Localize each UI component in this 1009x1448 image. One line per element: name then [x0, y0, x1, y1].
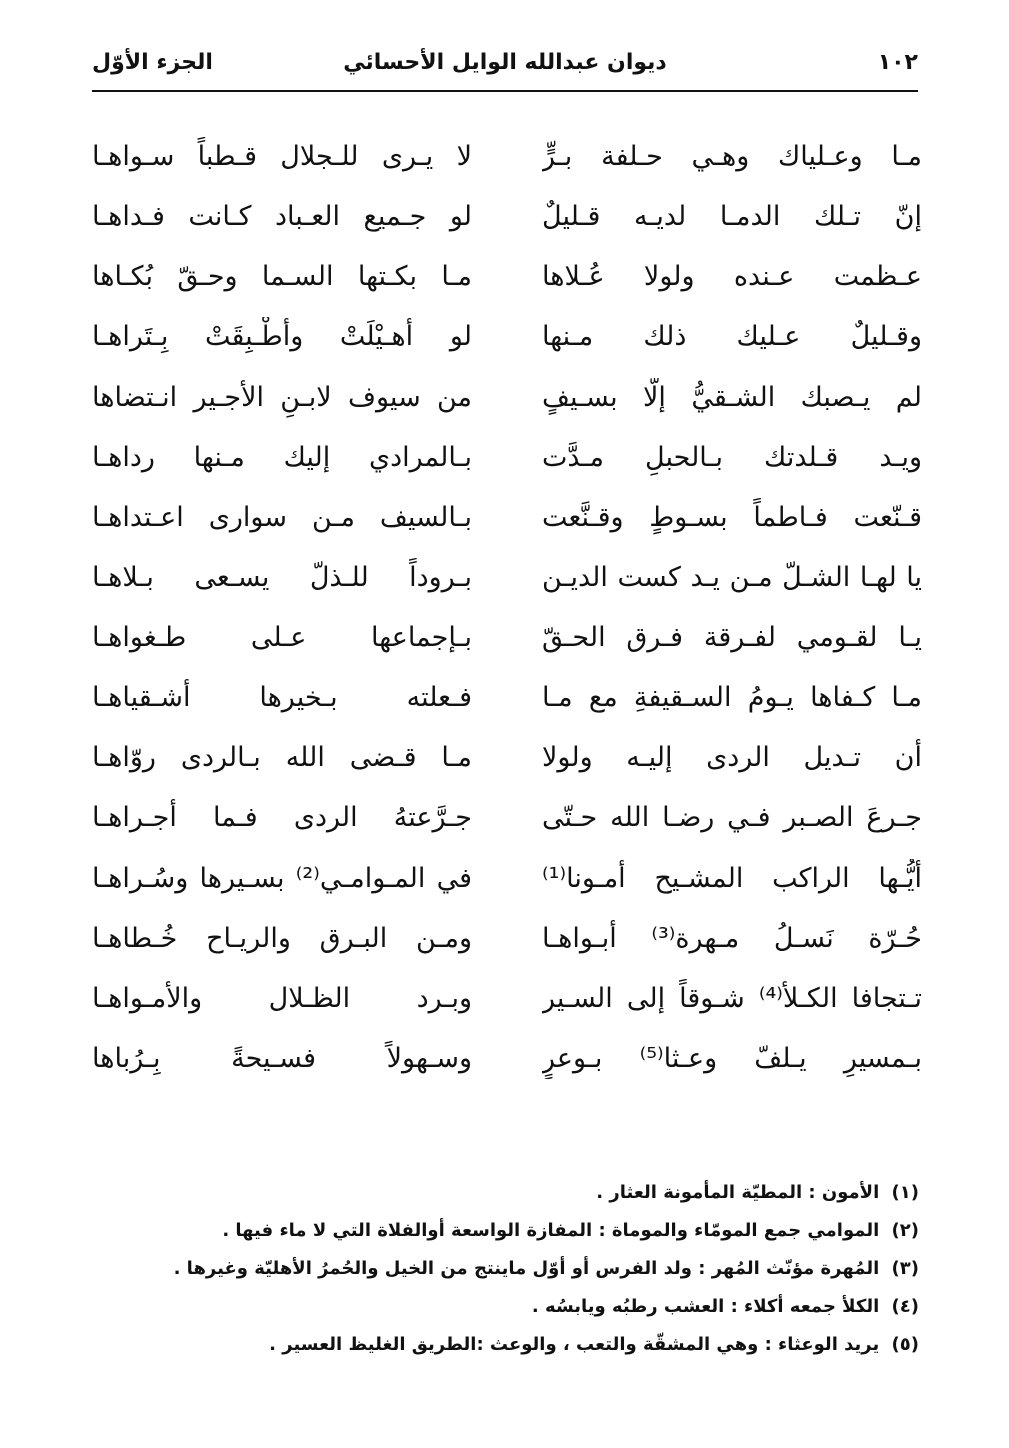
footnote: [89, 1218, 919, 1244]
page-header: [92, 40, 918, 92]
verse-row: [92, 429, 922, 487]
verse-first-hemistich: إنّ تـلك الدمـا لديـه قـليلٌ: [542, 201, 922, 233]
verse-first-hemistich: حُـرّة نَسـلُ مـهرة⁽³⁾ أبـواهـا: [542, 922, 922, 954]
verse-second-hemistich: لو أُهـيْلَتْ وأُطْـبِقَتْ بِـتَراهـا: [92, 321, 472, 353]
page-number: ١٠٢: [877, 50, 918, 75]
verse-second-hemistich: بـإجماعها عـلى طـغواهـا: [92, 622, 472, 653]
footnote-text: الموامي جمع المومّاء والموماة : المفازة الواسعة أوالفلاة التي لا ماء فيها .: [222, 1220, 880, 1241]
verse-second-hemistich: بـالسيف مـن سوارى اعـتداهـا: [92, 501, 472, 533]
verse-row: [92, 549, 922, 607]
verse-first-hemistich: لم يـصبك الشـقيُّ إلّا بسـيفٍ: [542, 381, 922, 413]
verse-row: [92, 1030, 922, 1088]
footnote: [89, 1180, 919, 1206]
verse-second-hemistich: فـعلته بـخيرها أشـقياهـا: [92, 682, 472, 714]
verse-row: [92, 970, 922, 1028]
verse-second-hemistich: لو جـميع العـباد كـانت فـداهـا: [92, 201, 472, 233]
verse-row: [92, 369, 922, 427]
footnotes: [89, 1180, 919, 1358]
verse-first-hemistich: وقـليلٌ عـليك ذلك مـنها: [542, 321, 922, 353]
book-title: ديوان عبدالله الوايل الأحسائي: [343, 50, 667, 75]
verse-row: [92, 910, 922, 968]
verse-first-hemistich: أن تـديل الردى إليـه ولولا: [542, 742, 922, 774]
footnote: [89, 1294, 919, 1320]
verse-row: [92, 248, 922, 306]
footnote-number: (٣): [891, 1258, 919, 1279]
verse-row: [92, 789, 922, 847]
verse-second-hemistich: من سيوف لابـنِ الأجـير انـتضاها: [92, 381, 472, 413]
verse-first-hemistich: أيُّـها الراكب المشـيح أمـونا⁽¹⁾: [542, 862, 922, 894]
verse-second-hemistich: بـروداً للـذلّ يسـعى بـلاهـا: [92, 561, 472, 593]
verse-row: [92, 489, 922, 547]
verse-second-hemistich: وسـهولاً فسـيحةً بِـرُباها: [92, 1042, 472, 1074]
verse-first-hemistich: قـنّعت فـاطماً بسـوطٍ وقـنَّعت: [542, 501, 922, 533]
footnote-number: (٥): [891, 1334, 919, 1355]
verse-first-hemistich: ويـد قـلدتك بـالحبلِ مـدَّت: [542, 441, 922, 473]
verse-row: [92, 609, 922, 667]
verse-first-hemistich: مـا كـفاها يـومُ السـقيفةِ مع مـا: [542, 682, 922, 714]
poem-body: [92, 128, 922, 1088]
footnote-text: المُهرة مؤنّث المُهر : ولد الفرس أو أوّل ماينتج من الخيل والحُمرُ الأهليّة وغيرها .: [173, 1258, 880, 1279]
verse-first-hemistich: بـمسيرِ يـلفّ وعـثا⁽⁵⁾ بـوعرٍ: [542, 1042, 922, 1074]
verse-first-hemistich: جـرعَ الصـبر فـي رضـا الله حـتّى: [542, 802, 922, 834]
verse-first-hemistich: مـا وعـلياك وهـي حـلفة بـرٍّ: [542, 141, 922, 172]
verse-second-hemistich: ومـن البـرق والريـاح خُـطاهـا: [92, 922, 472, 954]
verse-second-hemistich: في المـوامـي⁽²⁾ بسـيرها وسُـراهـا: [92, 862, 472, 894]
verse-first-hemistich: يا لهـا الشـلّ مـن يـد كست الديـن: [542, 561, 922, 593]
footnote-text: الأمون : المطيّة المأمونة العثار .: [596, 1182, 880, 1203]
verse-second-hemistich: جـرَّعتهُ الردى فـما أجـراهـا: [92, 802, 472, 834]
verse-row: [92, 850, 922, 908]
verse-row: [92, 308, 922, 366]
footnote-number: (١): [891, 1182, 919, 1203]
verse-row: [92, 188, 922, 246]
verse-first-hemistich: يـا لقـومي لفـرقة فـرق الحـقّ: [542, 622, 922, 653]
verse-second-hemistich: مـا قـضى الله بـالردى روّاهـا: [92, 742, 472, 774]
verse-first-hemistich: تـتجافا الكـلأ⁽⁴⁾ شـوقاً إلى السـير: [542, 982, 922, 1014]
footnote-text: الكلأ جمعه أكلاء : العشب رطبُه ويابسُه .: [531, 1296, 880, 1317]
verse-row: [92, 729, 922, 787]
footnote: [89, 1256, 919, 1282]
verse-second-hemistich: لا يـرى للـجلال قـطباً سـواهـا: [92, 141, 472, 172]
footnote-number: (٤): [891, 1296, 919, 1317]
verse-second-hemistich: مـا بكـتها السـما وحـقّ بُكـاها: [92, 261, 472, 293]
footnote: [89, 1332, 919, 1358]
verse-second-hemistich: بـالمرادي إليك مـنها رداهـا: [92, 441, 472, 473]
volume-part: الجزء الأوّل: [92, 50, 213, 75]
verse-second-hemistich: وبـرد الظـلال والأمـواهـا: [92, 982, 472, 1014]
verse-first-hemistich: عـظمت عـنده ولولا عُـلاها: [542, 261, 922, 293]
verse-row: [92, 669, 922, 727]
footnote-number: (٢): [891, 1220, 919, 1241]
verse-row: [92, 128, 922, 186]
footnote-text: يريد الوعثاء : وهي المشقّة والتعب ، والوعث :الطريق الغليظ العسير .: [269, 1334, 880, 1355]
